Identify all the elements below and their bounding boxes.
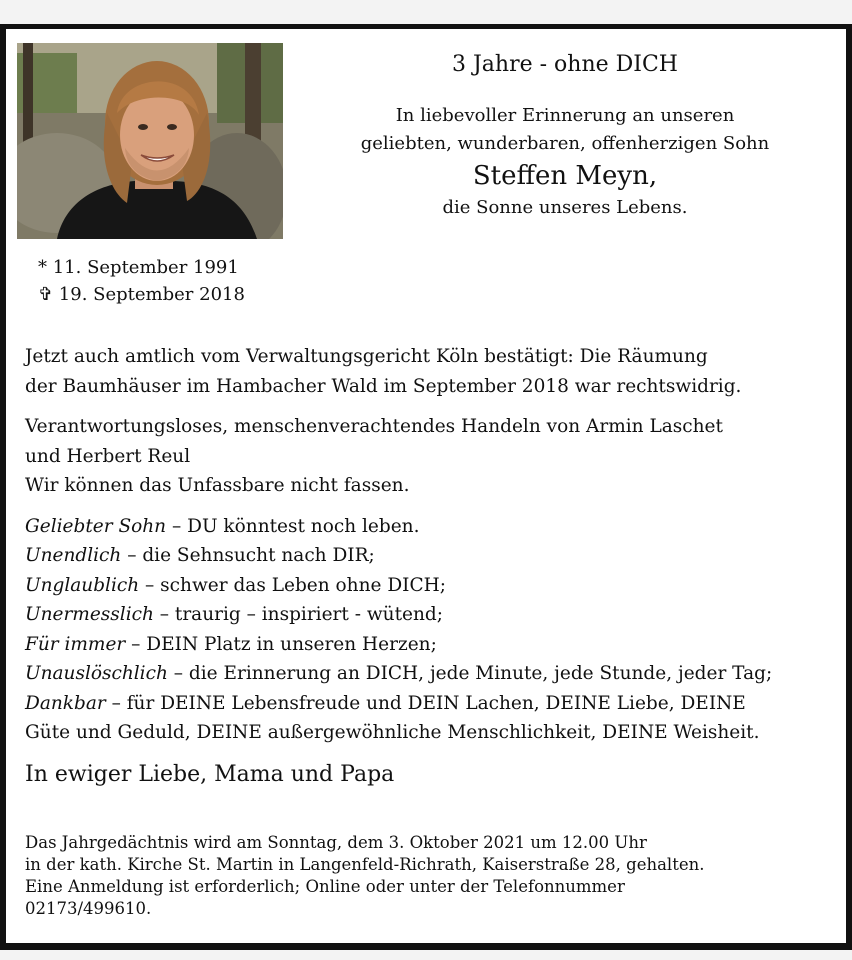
notice-line: 02173/499610. [25, 899, 152, 918]
notice-line: Das Jahrgedächtnis wird am Sonntag, dem 3. Oktober 2021 um 12.00 Uhr [25, 833, 647, 852]
verse-text: – schwer das Leben ohne DICH; [139, 574, 446, 596]
intro-line-1: In liebevoller Erinnerung an unseren [395, 105, 735, 126]
verse-line [25, 659, 835, 689]
service-notice [25, 832, 835, 920]
verse-line [25, 541, 835, 571]
portrait-photo [17, 43, 283, 239]
paragraph-line: Wir können das Unfassbare nicht fassen. [25, 475, 410, 496]
paragraph-line: der Baumhäuser im Hambacher Wald im September 2018 war rechtswidrig. [25, 375, 742, 397]
memorial-title: 3 Jahre - ohne DICH [452, 52, 678, 77]
paragraph-line: Jetzt auch amtlich vom Verwaltungsgericht Köln bestätigt: Die Räumung [25, 346, 708, 367]
intro-line-3: die Sonne unseres Lebens. [442, 197, 688, 218]
verse-text: – DEIN Platz in unseren Herzen; [125, 633, 437, 655]
verse-lead: Unermesslich [25, 604, 154, 625]
birth-date: * 11. September 1991 [38, 257, 239, 278]
verse-line [25, 689, 835, 719]
header-block [290, 50, 840, 222]
intro-line-2: geliebten, wunderbaren, offenherzigen Sohn [360, 133, 770, 154]
verse-text: – die Sehnsucht nach DIR; [121, 545, 375, 566]
verse-lead: Unauslöschlich [25, 663, 168, 684]
verse-line [25, 630, 835, 660]
verse-lead: Unendlich [25, 545, 122, 566]
verse-text: – für DEINE Lebensfreude und DEIN Lachen, DEINE Liebe, DEINE [105, 692, 746, 714]
verse-line [25, 571, 835, 601]
verse-lead: Unglaublich [25, 574, 140, 596]
verse-line [25, 512, 835, 542]
verse-lead: Geliebter Sohn [25, 515, 167, 537]
life-dates [38, 254, 245, 308]
deceased-name: Steffen Meyn, [472, 161, 658, 191]
paragraph-line: und Herbert Reul [25, 445, 191, 467]
verse-text: – traurig – inspiriert - wütend; [153, 604, 443, 625]
verse-text: – DU könntest noch leben. [166, 515, 420, 537]
paragraph-court [25, 342, 835, 401]
verse-line [25, 718, 835, 748]
signature: In ewiger Liebe, Mama und Papa [25, 762, 395, 787]
verse-lead: Für immer [25, 633, 126, 655]
verse-line [25, 600, 835, 630]
paragraph-accusation [25, 412, 835, 501]
paragraph-line: Verantwortungsloses, menschenverachtendes Handeln von Armin Laschet [25, 416, 723, 437]
main-text [25, 342, 835, 748]
verse-list [25, 512, 835, 748]
notice-line: Eine Anmeldung ist erforderlich; Online oder unter der Telefonnummer [25, 877, 625, 896]
death-date: ✞ 19. September 2018 [38, 284, 245, 305]
verse-text: – die Erinnerung an DICH, jede Minute, jede Stunde, jeder Tag; [167, 663, 773, 684]
verse-text: Güte und Geduld, DEINE außergewöhnliche Menschlichkeit, DEINE Weisheit. [25, 722, 760, 743]
verse-lead: Dankbar [25, 692, 106, 714]
notice-line: in der kath. Kirche St. Martin in Langenfeld-Richrath, Kaiserstraße 28, gehalten. [25, 855, 705, 874]
